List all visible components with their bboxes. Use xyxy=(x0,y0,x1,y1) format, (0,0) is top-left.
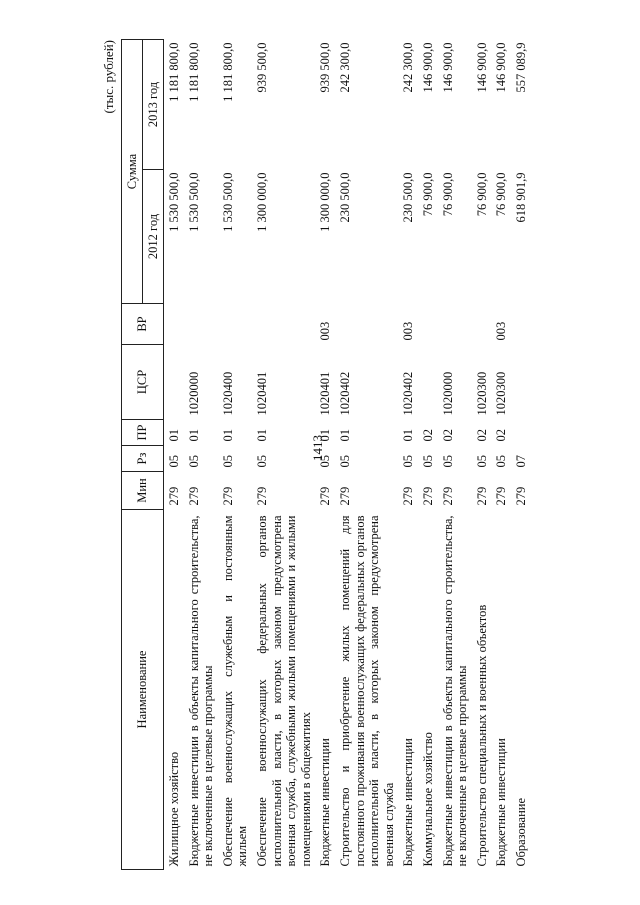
table-row xyxy=(252,40,315,870)
row-2012: 76 900,0 xyxy=(474,172,489,217)
row-2013: 146 900,0 xyxy=(494,42,509,93)
row-2012: 1 530 500,0 xyxy=(167,172,181,232)
row-2012: 1 530 500,0 xyxy=(220,172,235,232)
row-rz: 05 xyxy=(254,455,269,468)
row-min: 279 xyxy=(186,486,201,506)
header-rz: Рз xyxy=(122,446,164,472)
table-row xyxy=(218,40,252,870)
row-rz: 05 xyxy=(186,455,201,468)
header-csr: ЦСР xyxy=(122,345,164,420)
row-csr: 1020402 xyxy=(337,371,352,416)
table-row xyxy=(491,40,511,870)
row-pr: 01 xyxy=(337,429,352,442)
row-name: Обеспечение военнослужащих служебным и постоянным жильем xyxy=(220,515,250,867)
row-name: Бюджетные инвестиции в объекты капитального строительства, не включенные в целевые программы xyxy=(440,515,470,867)
row-name: Бюджетные инвестиции xyxy=(318,738,333,867)
row-min: 279 xyxy=(494,486,509,506)
row-rz: 05 xyxy=(318,455,333,468)
table-row xyxy=(472,40,492,870)
row-2013: 146 900,0 xyxy=(474,42,489,93)
row-rz: 05 xyxy=(494,455,509,468)
row-pr: 01 xyxy=(318,429,333,442)
row-2013: 557 089,9 xyxy=(513,42,528,93)
row-rz: 05 xyxy=(337,455,352,468)
row-name: Обеспечение военнослужащих федеральных органов исполнительной власти, в которых законом предусмотрена военная служба, служебными жилыми помещениями и жилыми помещениями в общежитиях xyxy=(254,515,313,867)
row-min: 279 xyxy=(440,486,455,506)
row-2013: 1 181 800,0 xyxy=(186,42,201,102)
row-csr xyxy=(418,345,438,420)
table-row xyxy=(418,40,438,870)
row-name: Бюджетные инвестиции в объекты капитального строительства, не включенные в целевые программы xyxy=(186,515,216,867)
row-2012: 230 500,0 xyxy=(337,172,352,223)
row-pr: 02 xyxy=(474,429,489,442)
row-rz: 05 xyxy=(474,455,489,468)
row-rz: 05 xyxy=(167,455,181,468)
row-2013: 939 500,0 xyxy=(318,42,333,93)
row-min: 279 xyxy=(513,486,528,506)
table-row xyxy=(315,40,335,870)
row-csr: 1020401 xyxy=(318,371,333,416)
row-rz: 05 xyxy=(401,455,416,468)
row-name: Строительство специальных и военных объектов xyxy=(474,604,489,867)
header-sum: Сумма xyxy=(122,40,143,304)
row-vr: 003 xyxy=(318,321,333,341)
row-min: 279 xyxy=(220,486,235,506)
row-2012: 76 900,0 xyxy=(494,172,509,217)
row-rz: 05 xyxy=(220,455,235,468)
row-vr xyxy=(184,304,218,345)
row-min: 279 xyxy=(401,486,416,506)
row-2013: 146 900,0 xyxy=(420,42,435,93)
row-2012: 1 300 000,0 xyxy=(254,172,269,232)
budget-table xyxy=(121,39,530,870)
row-rz: 07 xyxy=(513,455,528,468)
row-min: 279 xyxy=(167,486,181,506)
row-pr: 01 xyxy=(401,429,416,442)
row-2013: 242 300,0 xyxy=(401,42,416,93)
row-name: Бюджетные инвестиции xyxy=(401,738,416,867)
row-vr xyxy=(418,304,438,345)
row-vr xyxy=(511,304,531,345)
row-name: Бюджетные инвестиции xyxy=(494,738,509,867)
header-2013: 2013 год xyxy=(143,40,164,170)
row-min: 279 xyxy=(254,486,269,506)
row-name: Образование xyxy=(513,797,528,867)
row-pr: 02 xyxy=(440,429,455,442)
row-2013: 939 500,0 xyxy=(254,42,269,93)
row-csr xyxy=(164,345,184,420)
row-vr: 003 xyxy=(494,321,509,341)
row-pr: 01 xyxy=(167,429,181,442)
row-vr xyxy=(472,304,492,345)
header-min: Мин xyxy=(122,472,164,510)
row-min: 279 xyxy=(420,486,435,506)
row-2012: 76 900,0 xyxy=(440,172,455,217)
row-2012: 1 300 000,0 xyxy=(318,172,333,232)
row-pr: 01 xyxy=(186,429,201,442)
row-vr: 003 xyxy=(401,321,416,341)
page-number: 1413 xyxy=(310,435,325,461)
table-row xyxy=(398,40,418,870)
row-pr: 02 xyxy=(420,429,435,442)
header-name: Наименование xyxy=(122,510,164,870)
row-vr xyxy=(252,304,315,345)
table-row xyxy=(335,40,398,870)
table-row xyxy=(184,40,218,870)
row-csr: 1020000 xyxy=(440,371,455,416)
header-pr: ПР xyxy=(122,420,164,446)
row-pr xyxy=(511,420,531,446)
row-name: Жилищное хозяйство xyxy=(167,751,181,867)
row-csr: 1020300 xyxy=(474,371,489,416)
row-csr: 1020401 xyxy=(254,371,269,416)
row-min: 279 xyxy=(337,486,352,506)
row-vr xyxy=(164,304,184,345)
row-pr: 01 xyxy=(220,429,235,442)
row-vr xyxy=(218,304,252,345)
row-vr xyxy=(335,304,398,345)
table-row xyxy=(511,40,531,870)
row-rz: 05 xyxy=(420,455,435,468)
row-2013: 1 181 800,0 xyxy=(167,42,181,102)
header-2012: 2012 год xyxy=(143,170,164,304)
row-2012: 230 500,0 xyxy=(401,172,416,223)
row-pr: 02 xyxy=(494,429,509,442)
unit-note: (тыс. рублей) xyxy=(101,40,116,114)
row-2012: 76 900,0 xyxy=(420,172,435,217)
row-vr xyxy=(438,304,472,345)
row-csr: 1020402 xyxy=(401,371,416,416)
row-min: 279 xyxy=(318,486,333,506)
row-2012: 1 530 500,0 xyxy=(186,172,201,232)
table-row xyxy=(438,40,472,870)
row-2013: 1 181 800,0 xyxy=(220,42,235,102)
table-row xyxy=(164,40,184,870)
header-vr: ВР xyxy=(122,304,164,345)
row-csr: 1020000 xyxy=(186,371,201,416)
row-pr: 01 xyxy=(254,429,269,442)
budget-sheet xyxy=(99,40,588,870)
row-min: 279 xyxy=(474,486,489,506)
row-2013: 146 900,0 xyxy=(440,42,455,93)
row-csr xyxy=(511,345,531,420)
row-name: Строительство и приобретение жилых помещений для постоянного проживания военнослужащих федеральных органов исполнительной власти, в которых законом предусмотрена военная служба xyxy=(337,515,396,867)
row-rz: 05 xyxy=(440,455,455,468)
row-name: Коммунальное хозяйство xyxy=(420,732,435,867)
row-2012: 618 901,9 xyxy=(513,172,528,223)
row-2013: 242 300,0 xyxy=(337,42,352,93)
row-csr: 1020400 xyxy=(220,371,235,416)
row-csr: 1020300 xyxy=(494,371,509,416)
